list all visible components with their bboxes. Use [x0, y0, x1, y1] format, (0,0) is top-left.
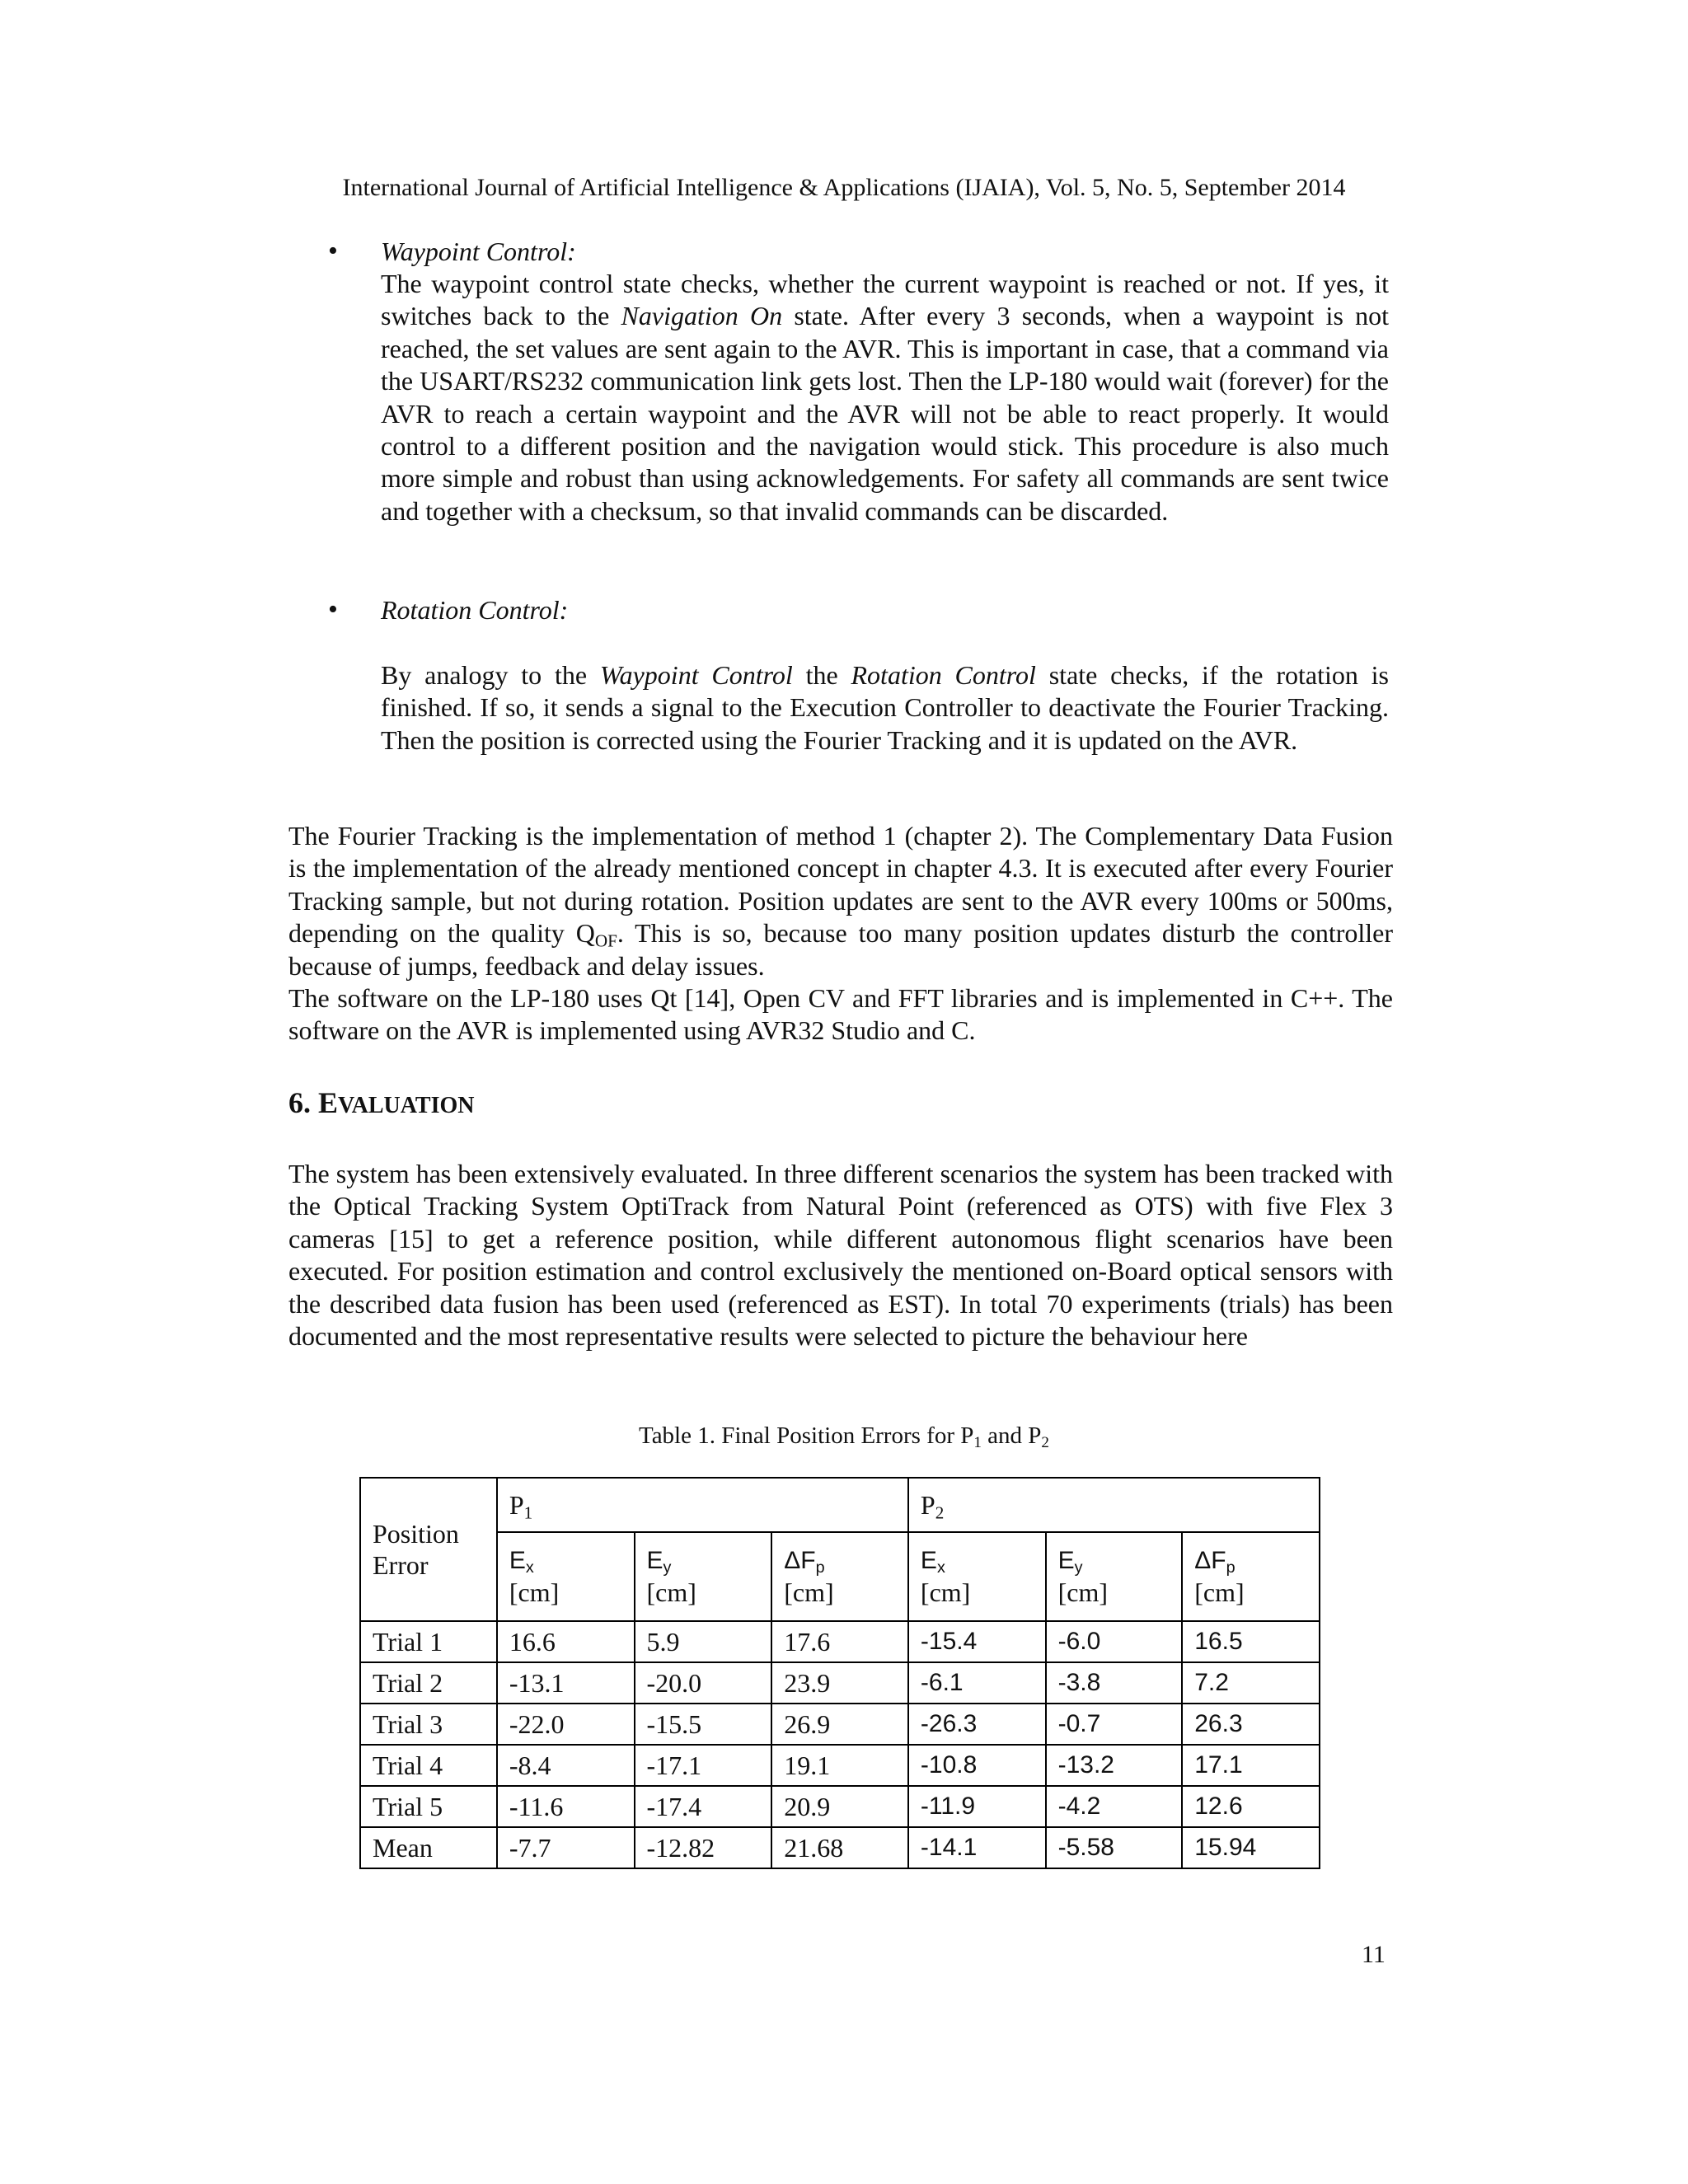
table-row: [360, 1704, 1320, 1745]
cell-value: 23.9: [771, 1662, 908, 1704]
cell-value: -12.82: [635, 1827, 772, 1868]
cell-value: -15.5: [635, 1704, 772, 1745]
cell-value: 12.6: [1182, 1786, 1320, 1827]
cell-value: -8.4: [497, 1745, 635, 1786]
column-header-ey: $E_y$ [cm]: [635, 1532, 772, 1621]
column-header-dfp: $\Delta F_p$ [cm]: [771, 1532, 908, 1621]
row-label: Mean: [360, 1827, 497, 1868]
column-header-ex: $E_x$ [cm]: [497, 1532, 635, 1621]
position-errors-table: [359, 1477, 1320, 1869]
waypoint-control-paragraph: The waypoint control state checks, whether the current waypoint is reached or not. If yes, it switches back to the Navigation On state. After every 3 seconds, when a waypoint is not reached, the set values are sent again to the AVR. This is important in case, that a command via the USART/RS232 communication link gets lost. Then the LP-180 would wait (forever) for the AVR to reach a certain waypoint and the AVR will not be able to react properly. It would control to a different position and the navigation would stick. This procedure is also much more simple and robust than using acknowledgements. For safety all commands are sent twice and together with a checksum, so that invalid commands can be discarded.: [381, 269, 1390, 526]
rotation-control-paragraph: By analogy to the Waypoint Control the Rotation Control state checks, if the rotation is finished. If so, it sends a signal to the Execution Controller to deactivate the Fourier Tracking. Then the position is corrected using the Fourier Tracking and it is updated on the AVR.: [381, 660, 1390, 755]
cell-value: 21.68: [771, 1827, 908, 1868]
fourier-tracking-paragraph: The Fourier Tracking is the implementation of method 1 (chapter 2). The Complementary Data Fusion is the implementation of the already mentioned concept in chapter 4.3. It is executed after every Fourier Tracking sample, but not during rotation. Position updates are sent to the AVR every 100ms or 500ms, depending on the quality $Q_{OF}$. This is so, because too many position updates disturb the controller because of jumps, feedback and delay issues.: [288, 821, 1394, 981]
row-label: Trial 3: [360, 1704, 497, 1745]
cell-value: -13.1: [497, 1662, 635, 1704]
cell-value: -17.4: [635, 1786, 772, 1827]
cell-value: 20.9: [771, 1786, 908, 1827]
page-number: 11: [1362, 1941, 1386, 1968]
cell-value: -22.0: [497, 1704, 635, 1745]
column-header-ey: $E_y$ [cm]: [1046, 1532, 1183, 1621]
section-heading: 6. EVALUATION: [288, 1086, 475, 1119]
evaluation-paragraph: The system has been extensively evaluated. In three different scenarios the system has been tracked with the Optical Tracking System OptiTrack from Natural Point (referenced as OTS) with five Flex 3 cameras [15] to get a reference position, while different autonomous flight scenarios have been executed. For position estimation and control exclusively the mentioned on-Board optical sensors with the described data fusion has been used (referenced as EST). In total 70 experiments (trials) has been documented and the most representative results were selected to picture the behaviour here: [288, 1159, 1393, 1352]
cell-value: 7.2: [1182, 1662, 1320, 1704]
cell-value: 16.5: [1182, 1621, 1320, 1662]
cell-value: -7.7: [497, 1827, 635, 1868]
cell-value: -4.2: [1046, 1786, 1183, 1827]
cell-value: -6.0: [1046, 1621, 1183, 1662]
bullet-title: Rotation Control:: [381, 595, 569, 625]
table-caption: Table 1. Final Position Errors for $P_1$ and $P_2$: [639, 1422, 1049, 1451]
cell-value: -14.1: [908, 1827, 1046, 1868]
row-label: Trial 5: [360, 1786, 497, 1827]
table-row: [360, 1827, 1320, 1868]
cell-value: -26.3: [908, 1704, 1046, 1745]
bullet-title: Waypoint Control:: [381, 237, 576, 266]
column-header-ex: $E_x$ [cm]: [908, 1532, 1046, 1621]
table-subheader-row: [360, 1532, 1320, 1621]
cell-value: -13.2: [1046, 1745, 1183, 1786]
table-corner-cell: Position Error: [360, 1478, 497, 1621]
cell-value: -11.6: [497, 1786, 635, 1827]
cell-value: 19.1: [771, 1745, 908, 1786]
cell-value: 5.9: [635, 1621, 772, 1662]
cell-value: -3.8: [1046, 1662, 1183, 1704]
bullet-dot: •: [328, 594, 338, 625]
table-row: [360, 1745, 1320, 1786]
table-row: [360, 1621, 1320, 1662]
cell-value: -5.58: [1046, 1827, 1183, 1868]
software-paragraph: The software on the LP-180 uses Qt [14], Open CV and FFT libraries and is implemented in C++. The software on the AVR is implemented using AVR32 Studio and C.: [288, 983, 1393, 1046]
cell-value: -15.4: [908, 1621, 1046, 1662]
table-header-row: [360, 1478, 1320, 1532]
cell-value: -0.7: [1046, 1704, 1183, 1745]
cell-value: -10.8: [908, 1745, 1046, 1786]
cell-value: 17.6: [771, 1621, 908, 1662]
table-row: [360, 1662, 1320, 1704]
table-row: [360, 1786, 1320, 1827]
running-header: International Journal of Artificial Intelligence & Applications (IJAIA), Vol. 5, No. 5, September 2014: [342, 174, 1346, 201]
group-header-p2: $P_2$: [908, 1478, 1320, 1532]
cell-value: -20.0: [635, 1662, 772, 1704]
cell-value: -11.9: [908, 1786, 1046, 1827]
row-label: Trial 2: [360, 1662, 497, 1704]
cell-value: 26.3: [1182, 1704, 1320, 1745]
bullet-dot: •: [328, 236, 338, 266]
cell-value: 26.9: [771, 1704, 908, 1745]
row-label: Trial 4: [360, 1745, 497, 1786]
column-header-dfp: $\Delta F_p$ [cm]: [1182, 1532, 1320, 1621]
cell-value: 17.1: [1182, 1745, 1320, 1786]
cell-value: 16.6: [497, 1621, 635, 1662]
cell-value: -17.1: [635, 1745, 772, 1786]
cell-value: -6.1: [908, 1662, 1046, 1704]
group-header-p1: $P_1$: [497, 1478, 908, 1532]
cell-value: 15.94: [1182, 1827, 1320, 1868]
row-label: Trial 1: [360, 1621, 497, 1662]
